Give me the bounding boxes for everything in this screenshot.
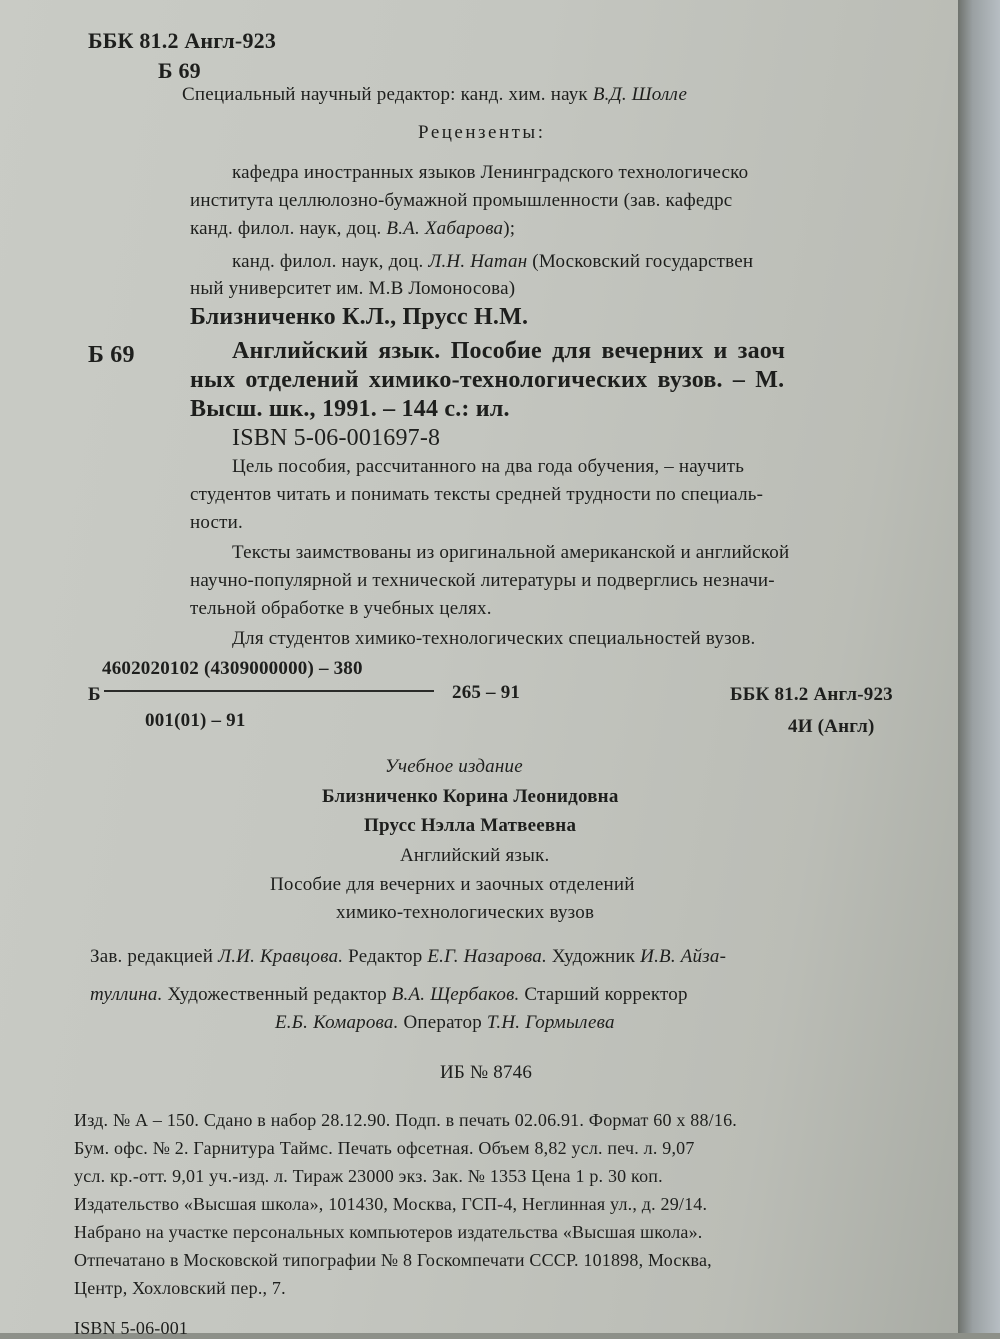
reviewer-2-line-1: канд. филол. наук, доц. Л.Н. Натан (Московский государствен <box>232 251 754 272</box>
price-code: 4602020102 (4309000000) – 380 <box>102 658 363 679</box>
annotation-1-line-2: студентов читать и понимать тексты средней трудности по специаль- <box>190 484 764 505</box>
reviewer-2-line-2: ный университет им. М.В Ломоносова) <box>190 278 516 299</box>
reviewers-heading: Рецензенты: <box>418 122 546 143</box>
reviewer-1-line-2: института целлюлозно-бумажной промышленности (зав. кафедрс <box>190 190 733 211</box>
imprint-line-4: Издательство «Высшая школа», 101430, Москва, ГСП-4, Неглинная ул., д. 29/14. <box>74 1194 708 1214</box>
imprint-line-6: Отпечатано в Московской типографии № 8 Госкомпечати СССР. 101898, Москва, <box>74 1250 712 1270</box>
edition-subtitle-2: химико-технологических вузов <box>336 902 595 923</box>
edition-author-1: Близниченко Корина Леонидовна <box>322 786 619 807</box>
imprint-line-7: Центр, Хохловский пер., 7. <box>74 1278 286 1298</box>
entry-title-line-1: Английский язык. Пособие для вечерних и заоч <box>232 338 786 364</box>
entry-title-line-3: Высш. шк., 1991. – 144 с.: ил. <box>190 396 510 422</box>
code-lower: 001(01) – 91 <box>145 710 246 731</box>
ib-number: ИБ № 8746 <box>440 1062 533 1083</box>
staff-line-3: Е.Б. Комарова. Оператор Т.Н. Гормылева <box>275 1012 615 1033</box>
staff-line-2: туллина. Художественный редактор В.А. Щербаков. Старший корректор <box>90 984 688 1005</box>
edition-author-2: Прусс Нэлла Матвеевна <box>364 815 577 836</box>
page-edge-background <box>958 0 1000 1333</box>
imprint-line-5: Набрано на участке персональных компьютеров издательства «Высшая школа». <box>74 1222 703 1242</box>
entry-code: Б 69 <box>88 342 135 368</box>
fraction-line <box>104 690 434 692</box>
imprint-line-2: Бум. офс. № 2. Гарнитура Таймс. Печать офсетная. Объем 8,82 усл. печ. л. 9,07 <box>74 1138 695 1158</box>
annotation-1-line-3: ности. <box>190 512 243 533</box>
imprint-line-1: Изд. № А – 150. Сдано в набор 28.12.90. Подп. в печать 02.06.91. Формат 60 x 88/16. <box>74 1110 737 1130</box>
entry-authors: Близниченко К.Л., Прусс Н.М. <box>190 304 529 330</box>
imprint-line-3: усл. кр.-отт. 9,01 уч.-изд. л. Тираж 23000 экз. Зак. № 1353 Цена 1 р. 30 коп. <box>74 1166 663 1186</box>
annotation-2-line-2: научно-популярной и технической литературы и подверглись незначи- <box>190 570 775 591</box>
scientific-editor: Специальный научный редактор: канд. хим. наук В.Д. Шолле <box>182 84 688 105</box>
imprint-line-8: ISBN 5-06-001 <box>74 1318 189 1338</box>
bbk-index: ББК 81.2 Англ-923 <box>88 28 277 53</box>
annotation-1-line-1: Цель пособия, рассчитанного на два года обучения, – научить <box>232 456 745 477</box>
entry-isbn: ISBN 5-06-001697-8 <box>232 425 441 451</box>
author-sign: Б 69 <box>158 58 201 83</box>
code-letter: Б <box>88 684 101 705</box>
edition-title: Английский язык. <box>400 845 550 866</box>
annotation-2-line-1: Тексты заимствованы из оригинальной американской и английской <box>232 542 790 563</box>
class-code: 4И (Англ) <box>788 716 875 737</box>
editor-name: В.Д. Шолле <box>592 84 688 105</box>
bbk-bottom: ББК 81.2 Англ-923 <box>730 684 893 705</box>
edition-subtitle-1: Пособие для вечерних и заочных отделений <box>270 874 635 895</box>
reviewer-1-line-1: кафедра иностранных языков Ленинградского технологическо <box>232 162 749 183</box>
code-mid: 265 – 91 <box>452 682 521 703</box>
staff-line-1: Зав. редакцией Л.И. Кравцова. Редактор Е.Г. Назарова. Художник И.В. Айза- <box>90 946 727 967</box>
annotation-3: Для студентов химико-технологических специальностей вузов. <box>232 628 756 649</box>
annotation-2-line-3: тельной обработке в учебных целях. <box>190 598 492 619</box>
entry-title-line-2: ных отделений химико-технологических вузов. – М. <box>190 367 785 393</box>
edition-type: Учебное издание <box>385 756 523 777</box>
reviewer-1-line-3: канд. филол. наук, доц. В.А. Хабарова); <box>190 218 516 239</box>
